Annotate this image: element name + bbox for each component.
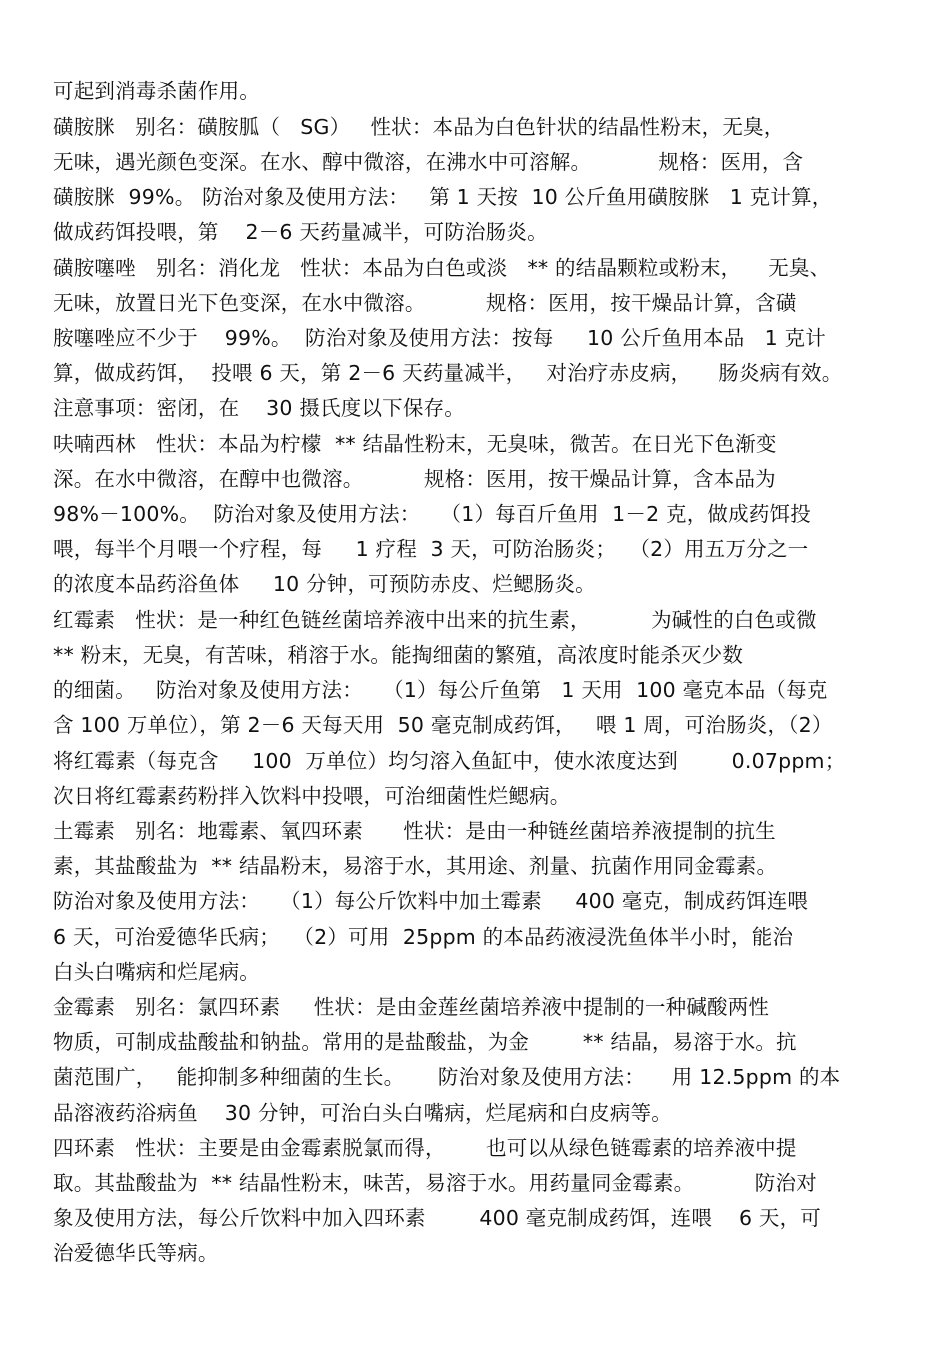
text-line: 取。其盐酸盐为 ** 结晶性粉末，味苦，易溶于水。用药量同金霉素。 防治对 bbox=[53, 1171, 817, 1195]
text-line: 磺胺噻唑 别名：消化龙 性状：本品为白色或淡 ** 的结晶颗粒或粉末， 无臭、 bbox=[53, 256, 831, 280]
text-line: 无味，遇光颜色变深。在水、醇中微溶，在沸水中可溶解。 规格：医用，含 bbox=[53, 150, 804, 174]
text-line: 做成药饵投喂，第 2－6 天药量减半，可防治肠炎。 bbox=[53, 220, 548, 244]
text-line: 象及使用方法，每公斤饮料中加入四环素 400 毫克制成药饵，连喂 6 天，可 bbox=[53, 1206, 821, 1230]
text-line: 注意事项：密闭，在 30 摄氏度以下保存。 bbox=[53, 396, 465, 420]
text-line: 素，其盐酸盐为 ** 结晶粉末，易溶于水，其用途、剂量、抗菌作用同金霉素。 bbox=[53, 854, 778, 878]
text-line: 喂，每半个月喂一个疗程，每 1 疗程 3 天，可防治肠炎； （2）用五万分之一 bbox=[53, 537, 809, 561]
text-line: 四环素 性状：主要是由金霉素脱氯而得， 也可以从绿色链霉素的培养液中提 bbox=[53, 1136, 797, 1160]
text-line: 深。在水中微溶，在醇中也微溶。 规格：医用，按干燥品计算，含本品为 bbox=[53, 467, 776, 491]
text-line: 白头白嘴病和烂尾病。 bbox=[53, 960, 260, 984]
text-line: 磺胺脒 99%。 防治对象及使用方法： 第 1 天按 10 公斤鱼用磺胺脒 1 克计算， bbox=[53, 185, 833, 209]
text-line: 胺噻唑应不少于 99%。 防治对象及使用方法：按每 10 公斤鱼用本品 1 克计 bbox=[53, 326, 826, 350]
text-line: 呋喃西林 性状：本品为柠檬 ** 结晶性粉末，无臭味，微苦。在日光下色渐变 bbox=[53, 432, 777, 456]
text-line: 金霉素 别名：氯四环素 性状：是由金莲丝菌培养液中提制的一种碱酸两性 bbox=[53, 995, 770, 1019]
text-line: 将红霉素（每克含 100 万单位）均匀溶入鱼缸中，使水浓度达到 0.07ppm； bbox=[53, 749, 846, 773]
text-line: 98%－100%。 防治对象及使用方法： （1）每百斤鱼用 1－2 克，做成药饵投 bbox=[53, 502, 811, 526]
text-line: 次日将红霉素药粉拌入饮料中投喂，可治细菌性烂鳃病。 bbox=[53, 784, 571, 808]
text-line: 可起到消毒杀菌作用。 bbox=[53, 79, 260, 103]
text-line: ** 粉末，无臭，有苦味，稍溶于水。能掏细菌的繁殖，高浓度时能杀灭少数 bbox=[53, 643, 744, 667]
text-line: 算，做成药饵， 投喂 6 天，第 2－6 天药量减半， 对治疗赤皮病， 肠炎病有效。 bbox=[53, 361, 843, 385]
text-line: 的浓度本品药浴鱼体 10 分钟，可预防赤皮、烂鳃肠炎。 bbox=[53, 572, 596, 596]
text-line: 菌范围广， 能抑制多种细菌的生长。 防治对象及使用方法： 用 12.5ppm 的本 bbox=[53, 1065, 841, 1089]
text-line: 无味，放置日光下色变深，在水中微溶。 规格：医用，按干燥品计算，含磺 bbox=[53, 291, 797, 315]
text-line: 防治对象及使用方法： （1）每公斤饮料中加土霉素 400 毫克，制成药饵连喂 bbox=[53, 889, 809, 913]
text-line: 6 天，可治爱德华氏病； （2）可用 25ppm 的本品药液浸洗鱼体半小时，能治 bbox=[53, 925, 794, 949]
text-line: 磺胺脒 别名：磺胺胍（ SG） 性状：本品为白色针状的结晶性粉末，无臭， bbox=[53, 115, 785, 139]
text-line: 的细菌。 防治对象及使用方法： （1）每公斤鱼第 1 天用 100 毫克本品（每克 bbox=[53, 678, 828, 702]
text-line: 品溶液药浴病鱼 30 分钟，可治白头白嘴病，烂尾病和白皮病等。 bbox=[53, 1101, 672, 1125]
text-line: 含 100 万单位），第 2－6 天每天用 50 毫克制成药饵， 喂 1 周，可治肠炎，（2） bbox=[53, 713, 833, 737]
text-line: 土霉素 别名：地霉素、氧四环素 性状：是由一种链丝菌培养液提制的抗生 bbox=[53, 819, 776, 843]
text-line: 红霉素 性状：是一种红色链丝菌培养液中出来的抗生素， 为碱性的白色或微 bbox=[53, 608, 817, 632]
text-line: 治爱德华氏等病。 bbox=[53, 1241, 219, 1265]
text-line: 物质，可制成盐酸盐和钠盐。常用的是盐酸盐，为金 ** 结晶，易溶于水。抗 bbox=[53, 1030, 797, 1054]
